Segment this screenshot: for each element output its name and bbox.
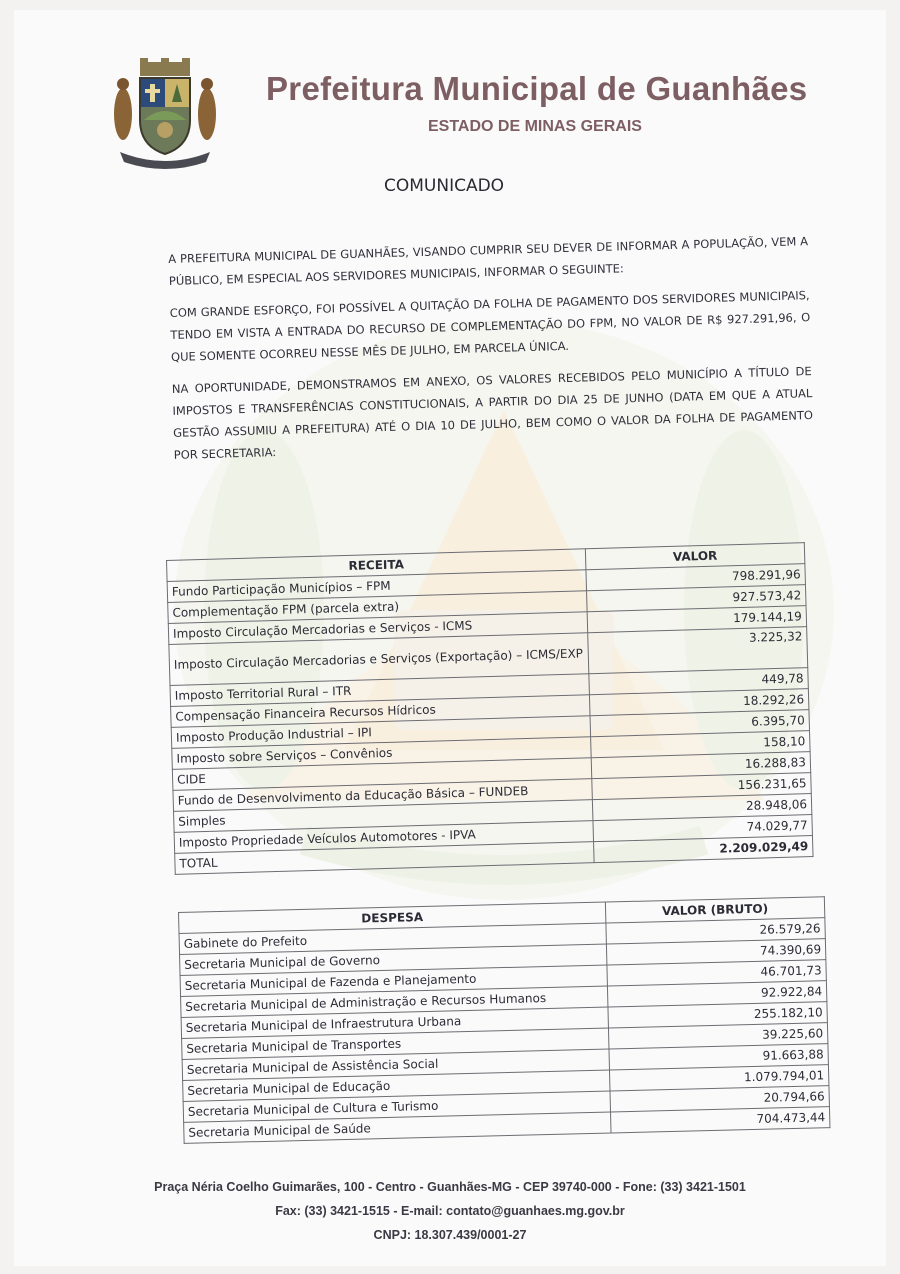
row-label: Secretaria Municipal de Transportes xyxy=(182,1028,609,1059)
row-label: Compensação Financeira Recursos Hídricos xyxy=(171,695,590,728)
row-label: Secretaria Municipal de Administração e Recursos Humanos xyxy=(181,986,608,1017)
row-value: 1.079.794,01 xyxy=(609,1065,828,1091)
org-name: Prefeitura Municipal de Guanhães xyxy=(266,70,808,107)
body-text xyxy=(168,230,814,476)
row-label: Imposto Circulação Mercadorias e Serviços (Exportação) – ICMS/EXP xyxy=(169,633,589,686)
row-label: Simples xyxy=(174,800,593,833)
row-value: 3.225,32 xyxy=(588,627,808,674)
footer-contact: Fax: (33) 3421-1515 - E-mail: contato@guanhaes.mg.gov.br xyxy=(275,1204,625,1218)
footer-cnpj: CNPJ: 18.307.439/0001-27 xyxy=(373,1228,527,1242)
row-label: Fundo Participação Municípios – FPM xyxy=(167,570,586,603)
row-label: Secretaria Municipal de Infraestrutura Urbana xyxy=(181,1007,608,1038)
row-label: Complementação FPM (parcela extra) xyxy=(168,591,587,624)
row-label: Imposto Propriedade Veículos Automotores - IPVA xyxy=(174,821,593,854)
total-label: TOTAL xyxy=(175,842,594,875)
document-title: COMUNICADO xyxy=(384,176,505,196)
row-value: 91.663,88 xyxy=(609,1044,828,1070)
row-value: 28.948,06 xyxy=(592,794,812,821)
coat-of-arms-logo xyxy=(110,58,220,170)
row-value: 18.292,26 xyxy=(589,689,809,716)
row-value: 927.573,42 xyxy=(587,585,807,612)
row-label: Secretaria Municipal de Educação xyxy=(183,1070,610,1101)
row-value: 156.231,65 xyxy=(592,773,812,800)
row-label: CIDE xyxy=(172,758,591,791)
row-label: Gabinete do Prefeito xyxy=(179,923,606,954)
row-value: 26.579,26 xyxy=(606,918,825,944)
row-value: 16.288,83 xyxy=(591,752,811,779)
org-state: ESTADO DE MINAS GERAIS xyxy=(428,118,642,135)
row-value: 179.144,19 xyxy=(587,606,807,633)
row-value: 74.390,69 xyxy=(606,939,825,965)
row-value: 704.473,44 xyxy=(611,1107,830,1133)
row-label: Fundo de Desenvolvimento da Educação Básica – FUNDEB xyxy=(173,779,592,812)
row-label: Secretaria Municipal de Saúde xyxy=(184,1112,611,1143)
row-value: 449,78 xyxy=(589,668,809,695)
row-label: Imposto sobre Serviços – Convênios xyxy=(172,737,591,770)
row-value: 6.395,70 xyxy=(590,710,810,737)
row-label: Imposto Circulação Mercadorias e Serviços - ICMS xyxy=(168,612,587,645)
row-label: Secretaria Municipal de Fazenda e Planejamento xyxy=(180,965,607,996)
column-header-despesa: DESPESA xyxy=(179,902,606,933)
paragraph-annex: NA OPORTUNIDADE, DEMONSTRAMOS EM ANEXO, OS VALORES RECEBIDOS PELO MUNICÍPIO A TÍTULO DE IMPOSTOS E TRANSFERÊNCIAS CONSTITUCIONAIS, A PARTIR DO DIA 25 DE JUNHO (DATA EM QUE A ATUAL GESTÃO ASSUMIU A PREFEITURA) ATÉ O DIA 10 DE JULHO, BEM COMO O VALOR DA FOLHA DE PAGAMENTO POR SECRETARIA: xyxy=(171,364,814,462)
paragraph-intro: A PREFEITURA MUNICIPAL DE GUANHÃES, VISANDO CUMPRIR SEU DEVER DE INFORMAR A POPULAÇÃO, VEM A PÚBLICO, EM ESPECIAL AOS SERVIDORES MUNICIPAIS, INFORMAR O SEGUINTE: xyxy=(168,234,809,288)
column-header-receita: RECEITA xyxy=(167,549,586,582)
receita-table-wrapper xyxy=(166,542,814,875)
paragraph-payroll: COM GRANDE ESFORÇO, FOI POSSÍVEL A QUITAÇÃO DA FOLHA DE PAGAMENTO DOS SERVIDORES MUNICIPAIS, TENDO EM VISTA A ENTRADA DO RECURSO DE COMPLEMENTAÇÃO DO FPM, NO VALOR DE R$ 927.291,96, O QUE SOMENTE OCORREU NESSE MÊS DE JULHO, EM PARCELA ÚNICA. xyxy=(169,288,811,364)
row-value: 74.029,77 xyxy=(593,815,813,842)
column-header-valor: VALOR xyxy=(585,543,805,570)
row-value: 46.701,73 xyxy=(607,960,826,986)
row-label: Secretaria Municipal de Governo xyxy=(180,944,607,975)
row-label: Imposto Produção Industrial – IPI xyxy=(171,716,590,749)
row-value: 158,10 xyxy=(591,731,811,758)
row-label: Secretaria Municipal de Cultura e Turismo xyxy=(183,1091,610,1122)
row-label: Imposto Territorial Rural – ITR xyxy=(170,674,589,707)
despesa-table xyxy=(178,896,830,1144)
total-value: 2.209.029,49 xyxy=(594,836,814,863)
footer-address: Praça Néria Coelho Guimarães, 100 - Centro - Guanhães-MG - CEP 39740-000 - Fone: (33) 3421-1501 xyxy=(154,1180,746,1194)
column-header-valor-bruto: VALOR (BRUTO) xyxy=(605,897,824,923)
receita-table xyxy=(166,542,814,875)
row-value: 20.794,66 xyxy=(610,1086,829,1112)
row-value: 798.291,96 xyxy=(586,564,806,591)
row-label: Secretaria Municipal de Assistência Social xyxy=(182,1049,609,1080)
row-value: 255.182,10 xyxy=(608,1002,827,1028)
despesa-table-wrapper xyxy=(178,896,830,1144)
row-value: 39.225,60 xyxy=(608,1023,827,1049)
row-value: 92.922,84 xyxy=(607,981,826,1007)
